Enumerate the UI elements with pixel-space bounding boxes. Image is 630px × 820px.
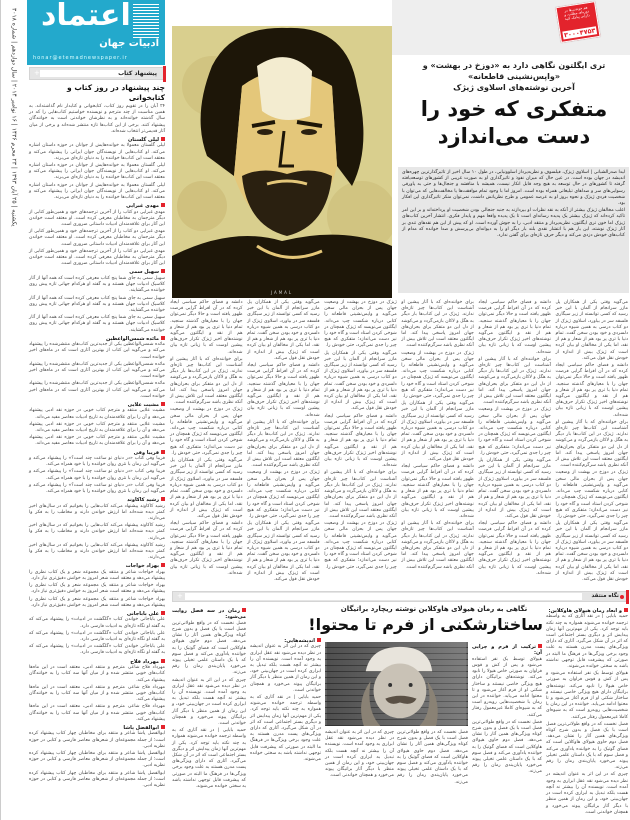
column-paragraph: حمید بابایی | در نقد آثاری که به واسطه ترجمه خوانده می‌شوند همواره به چند نکته باید توجه کرد. یکی از مهم‌ترین آنها زمان پیدایش اثر و دیگری بستر اجتماعی است که اثر در آن شکل می‌گیرد. آثاری که دارای ویژگی‌های پست مدرن هستند به علت وجود برخی ویژگی‌ها در فرهنگ ما البته در صورتی که پیشرفت قابل توجهی نداشته باشد به سختی خوانده می‌شوند. xyxy=(172,728,246,790)
column-paragraph: برای خواننده‌ای که با آثار پیشین او آشناست این کتاب‌ها چیز تازه‌ای ندارند. ژیژک در این کتاب‌ها بار دیگر به هگل و لاکان بازمی‌گردد و می‌کوشد از دل این دو متفکر برای بحران‌های جهان امروز پاسخی پیدا کند. اما ایگلتون معتقد است این تلاش بیش از آنکه نظری باشد سرگرم‌کننده است. xyxy=(401,521,474,570)
main-body-column xyxy=(478,300,551,578)
column-paragraph: ژیژک در دوزخ در بهشت از وضعیت جهان پس از بحران مالی سخن می‌گوید و واپس‌نشینی قاطعانه را کتابی درباره شکست چپ می‌داند. ایگلتون می‌نویسد که ژیژک همچنان در شوخی کردن استاد است و گاه خود را نیز دست می‌اندازد؛ متفکری که هیچ چیز را جدی نمی‌گیرد، حتی خودش را. xyxy=(170,407,243,456)
lede-box xyxy=(398,167,629,293)
critic-section-bar xyxy=(172,591,628,602)
main-body-column xyxy=(556,300,629,584)
main-body-column xyxy=(324,300,397,572)
sidebar-item-heading: لیلی گلستان xyxy=(29,137,165,143)
column-paragraph: هیولای توسط یک نفر استفاده می‌شود و پس از کش و قوس فراوان به صورتی خاص هیولا را نابود می‌کند. نوشته‌های براتیگان دارای هیچ ویژگی خاصی نیستند و ساختار شکنی او از فرم آغاز می‌شود و تا محتوا ادامه می‌یابد. خواننده در این رمان با شخصیت‌هایی روبه‌رو است که به شیوه‌ای کاملا غیرمعمول رفتار می‌کنند. xyxy=(472,656,542,718)
main-headline-block xyxy=(400,60,628,150)
sidebar-item-text: رشید کاکاوند پیشنهاد می‌کند کتاب‌هایی را بخوانیم که در سال‌های اخیر کمتر دیده شده‌اند اما ارزش خواندن دارند و مخاطب را به فکر وا می‌دارند. xyxy=(29,542,165,561)
sidebar-item-text: سهیل سمی به جای شما پنج کتاب معرفی کرده است که همه آنها از آثار کلاسیک ادبیات جهان هستند و به گفته او هرکدام جهانی تازه پیش روی خواننده می‌گشایند. xyxy=(29,315,165,333)
sidebar-item-text: مشیت علایی منتقد و مترجم کتاب خوبی در حوزه نقد ادبی پیشنهاد می‌دهد و آن را برای علاقه‌مندان به تاریخ ادبیات معاصر مفید می‌داند. xyxy=(29,408,165,420)
column-paragraph: چیزی که در این اثر به عنوان اندیشه در نظر دیده می‌شود نقد عقل ابزاری به وجود آمده است. نویسنده آن را بیشتر نه آنچه هست بلکه تبدیل به ابزاری کرده است در جهان‌بینی خود، و این رمان از همین منظر با دیگر آثار براتیگان پیوند می‌خورد و همچنان خواندنی است. xyxy=(250,644,321,693)
sidebar-content xyxy=(29,83,165,790)
critic-column xyxy=(397,730,468,787)
sidebar-item-text: لیلی گلستان معمولا به خوانده‌هایش از جوانان در حوزه داستان اشاره می‌کند. او کتاب‌هایی از نویسندگان جوان ایرانی را پیشنهاد می‌کند و معتقد است این کتاب‌ها خواننده را به دنیای تازه‌ای می‌برند. xyxy=(29,163,165,181)
sidebar-item-text: مهدی غبرایی دو کتاب را از آخرین ترجمه‌های خود و همین‌طور کتابی از دیگر مترجمان به مخاطبان معرفی کرده است. او معتقد است خواندن این آثار برای علاقه‌مندان ادبیات داستانی ضروری است. xyxy=(29,248,165,267)
column-paragraph: دانشه و فضای حاکم سیاسی ایجاد کرده که در آن افراط گرایی فرصت ظهور یافته است و حالا دیگر نمی‌توان جهان را با معیارهای گذشته سنجید. تمام دنیا با تری پر بود هم از شعار و هم از نقد و ایگلتون می‌گوید نوشته‌های اخیر ژیژک تکرار حرف‌های پیشین اوست که با زبانی تازه بیان شده‌اند. xyxy=(170,521,243,576)
masthead xyxy=(27,0,165,65)
column-paragraph: برای خواننده‌ای که با آثار پیشین او آشناست این کتاب‌ها چیز تازه‌ای ندارند. ژیژک در این کتاب‌ها بار دیگر به هگل و لاکان بازمی‌گردد و می‌کوشد از دل این دو متفکر برای بحران‌های جهان امروز پاسخی پیدا کند. اما ایگلتون معتقد است این تلاش بیش از آنکه نظری باشد سرگرم‌کننده است. xyxy=(555,419,628,469)
sidebar-tab-label: پیشنهاد کتاب xyxy=(118,70,157,77)
lede-paragraph: لیدا صدرالشبانی | اسلاوی ژیژک، فیلسوف و نظریه‌پرداز اسلوونیایی، در طول ۱۰ سال اخیر از تاثیرگذارترین چهره‌های اندیشه در جهان بوده است. در عین حال که میزان نفوذ و تاثیرگذاری او به صورت غریبی از کشورهای توسعه‌یافته گرفته تا کشورهای در حال توسعه به هیچ وجه قابل انکار نیست، همیشه با مناقشه و جنجال‌ها و حتی به پاورقی رسوایی‌های سر و صداهای تبلیغاتی همراه بوده است. امروز اما با وجود تمام موافقت‌ها یا مخالفت‌هایی که می‌توان با شخصیت فردی ژیژک و نحوه بروز او به عرصه عمومی و طرح نظریاتش داشت، نمی‌توان منکر تاثیرگذاری این افکار بود. xyxy=(402,170,626,207)
sidebar-item-text: مائده شمس‌الواعظین یکی از جدیدترین کتاب‌های منتشرشده را پیشنهاد می‌کند و می‌گوید این کتاب از بهترین آثاری است که در ماه‌های اخیر خوانده است. xyxy=(29,342,165,360)
column-subheading: ترکیب از فرم و چرایی آن: xyxy=(472,644,542,657)
column-paragraph: دانشه و فضای حاکم سیاسی ایجاد کرده که در آن افراط گرایی فرصت ظهور یافته است و حالا دیگر نمی‌توان جهان را با معیارهای گذشته سنجید. تمام دنیا با تری پر بود هم از شعار و هم از نقد و ایگلتون می‌گوید نوشته‌های اخیر ژیژک تکرار حرف‌های پیشین اوست که با زبانی تازه بیان شده‌اند. xyxy=(555,363,628,418)
sidebar-item-text: رشید کاکاوند پیشنهاد می‌کند کتاب‌هایی را بخوانیم که در سال‌های اخیر کمتر دیده شده‌اند اما ارزش خواندن دارند و مخاطب را به فکر وا می‌دارند. xyxy=(29,503,165,522)
sidebar-title: چند پیشنهاد در روز کتاب و کتابخوانی xyxy=(67,83,165,102)
illustrator-signature: JAMAL xyxy=(270,290,294,295)
main-body-column xyxy=(170,300,243,578)
sidebar-item-text: ابوالفضل پاشا شاعر و منتقد برای مخاطبان چهار کتاب پیشنهاد کرده است؛ از جمله مجموعه‌ای از شعرهای معاصر فارسی و کتابی در حوزه نظریه ادبی. xyxy=(29,770,165,788)
column-paragraph: دانشه و فضای حاکم سیاسی ایجاد کرده که در آن افراط گرایی فرصت ظهور یافته است و حالا دیگر نمی‌توان جهان را با معیارهای گذشته سنجید. تمام دنیا با تری پر بود هم از شعار و هم از نقد و ایگلتون می‌گوید نوشته‌های اخیر ژیژک تکرار حرف‌های پیشین اوست که با زبانی تازه بیان شده‌اند. xyxy=(478,521,551,576)
main-body-column xyxy=(247,300,320,584)
red-dot-icon xyxy=(620,595,624,599)
plus-icon: + xyxy=(34,69,40,77)
sidebar-item-text: ابوالفضل پاشا شاعر و منتقد برای مخاطبان چهار کتاب پیشنهاد کرده است؛ از جمله مجموعه‌ای از شعرهای معاصر فارسی و کتابی در حوزه نظریه ادبی. xyxy=(29,750,165,769)
column-paragraph: حمید بابایی | در نقد آثاری که به واسطه ترجمه خوانده می‌شوند همواره به چند نکته باید توجه کرد. یکی از مهم‌ترین آنها زمان پیدایش اثر و دیگری بستر اجتماعی است که اثر در آن شکل می‌گیرد. آثاری که دارای ویژگی‌های پست مدرن هستند به علت وجود برخی ویژگی‌ها در فرهنگ ما البته در صورتی که پیشرفت قابل توجهی نداشته باشد به سختی خوانده می‌شوند. xyxy=(546,614,628,670)
section-email[interactable]: honar@etemadnewspaper.ir xyxy=(33,55,128,61)
column-paragraph: برای خواننده‌ای که با آثار پیشین او آشناست این کتاب‌ها چیز تازه‌ای ندارند. ژیژک در این کتاب‌ها بار دیگر به هگل و لاکان بازمی‌گردد و می‌کوشد از دل این دو متفکر برای بحران‌های جهان امروز پاسخی پیدا کند. اما ایگلتون معتقد است این تلاش بیش از آنکه نظری باشد سرگرم‌کننده است. xyxy=(324,470,397,519)
sidebar-item-text: مهرداد فلاح شاعر، مترجم و منتقد ادبی، معتقد است در این ماه‌ها کتاب‌های خوبی منتشر شده و از میان آنها سه کتاب را به خوانندگان پیشنهاد می‌کند. xyxy=(29,704,165,722)
critic-tab-label: نگاه منتقد xyxy=(591,593,619,599)
column-paragraph: دانشه و فضای حاکم سیاسی ایجاد کرده که در آن افراط گرایی فرصت ظهور یافته است و حالا دیگر نمی‌توان جهان را با معیارهای گذشته سنجید. تمام دنیا با تری پر بود هم از شعار و هم از نقد و ایگلتون می‌گوید نوشته‌های اخیر ژیژک تکرار حرف‌های پیشین اوست که با زبانی تازه بیان شده‌اند. xyxy=(478,300,551,355)
column-paragraph: ژیژک در دوزخ در بهشت از وضعیت جهان پس از بحران مالی سخن می‌گوید و واپس‌نشینی قاطعانه را کتابی درباره شکست چپ می‌داند. ایگلتون می‌نویسد که ژیژک همچنان در شوخی کردن استاد است و گاه خود را نیز دست می‌اندازد؛ متفکری که هیچ چیز را جدی نمی‌گیرد، حتی خودش را. xyxy=(324,521,397,570)
column-paragraph: می‌گوید وقتی یکی از همکاران پل مازر سرانجام از آلمان با این خبر رسید که کسی توانسته از زیر سیگاری فلسفه سر در بیاورد، اسلاوی ژیژک از دو کتاب درسی به همین شیوه درباره دلسردی و خود بودن سخن گفت. تمام دنیا با تری پر بود هم از شعار و هم از نقد، اما یکی از مخالفان او بیان کرده است که ژیژک بیش از اندازه از خودش نقل قول می‌کند. xyxy=(555,300,628,361)
sidebar-item-text: بهزاد خواجات شاعر و منتقد یک مجموعه شعر و یک کتاب نظری را پیشنهاد می‌دهد و معتقد است شعر امروز به خوانش دقیق‌تری نیاز دارد. xyxy=(29,596,165,608)
sidebar-item-text: مائده شمس‌الواعظین یکی از جدیدترین کتاب‌های منتشرشده را پیشنهاد می‌کند و می‌گوید این کتاب از بهترین آثاری است که در ماه‌های اخیر خوانده است. xyxy=(29,361,165,380)
sidebar-item-heading: بهزاد خواجات xyxy=(29,563,165,569)
sidebar-item-text: علی باباجانی خواندن کتاب «گلگشت در ادبیات» را پیشنهاد می‌کند که به گفته او نگاه تازه‌ای به ادبیات فارسی دارد. xyxy=(29,617,165,629)
red-marker-icon xyxy=(163,66,166,82)
newspaper-logo: اعتماد xyxy=(41,0,131,33)
sidebar-item-heading: مهدی غبرایی xyxy=(29,203,165,209)
column-paragraph: ژیژک در دوزخ در بهشت از وضعیت جهان پس از بحران مالی سخن می‌گوید و واپس‌نشینی قاطعانه را کتابی درباره شکست چپ می‌داند. ایگلتون می‌نویسد که ژیژک همچنان در شوخی کردن استاد است و گاه خود را نیز دست می‌اندازد؛ متفکری که هیچ چیز را جدی نمی‌گیرد، حتی خودش را. xyxy=(324,300,397,349)
sms-sticker xyxy=(555,1,600,43)
column-subheading: و ابعاد رمان هیولای هاوکلاین: xyxy=(546,608,628,614)
sidebar-item-heading: فریبا وفی xyxy=(29,450,165,456)
red-marker-icon xyxy=(626,590,629,604)
bar-field xyxy=(185,593,582,600)
sidebar-item-text: مهرداد فلاح شاعر، مترجم و منتقد ادبی، معتقد است در این ماه‌ها کتاب‌های خوبی منتشر شده و از میان آنها سه کتاب را به خوانندگان پیشنهاد می‌کند. xyxy=(29,665,165,683)
sidebar-body xyxy=(29,104,165,789)
sidebar-item-text: علی باباجانی خواندن کتاب «گلگشت در ادبیات» را پیشنهاد می‌کند که به گفته او نگاه تازه‌ای به ادبیات فارسی دارد. xyxy=(29,630,165,643)
sidebar-item-text: لیلی گلستان معمولا به خوانده‌هایش از جوانان در حوزه داستان اشاره می‌کند. او کتاب‌هایی از نویسندگان جوان ایرانی را پیشنهاد می‌کند و معتقد است این کتاب‌ها خواننده را به دنیای تازه‌ای می‌برند. xyxy=(29,143,165,161)
sidebar-item-text: ابوالفضل پاشا شاعر و منتقد برای مخاطبان چهار کتاب پیشنهاد کرده است؛ از جمله مجموعه‌ای از شعرهای معاصر فارسی و کتابی در حوزه نظریه ادبی. xyxy=(29,731,165,749)
headline-title: متفکری که خود را xyxy=(420,97,608,121)
column-paragraph: دانشه و فضای حاکم سیاسی ایجاد کرده که در آن افراط گرایی فرصت ظهور یافته است و حالا دیگر نمی‌توان جهان را با معیارهای گذشته سنجید. تمام دنیا با تری پر بود هم از شعار و هم از نقد و ایگلتون می‌گوید نوشته‌های اخیر ژیژک تکرار حرف‌های پیشین اوست که با زبانی تازه بیان شده‌اند. xyxy=(170,300,243,355)
column-paragraph: هیولای توسط یک نفر استفاده می‌شود و پس از کش و قوس فراوان به صورتی خاص هیولا را نابود می‌کند. نوشته‌های براتیگان دارای هیچ ویژگی خاصی نیستند و ساختار شکنی او از فرم آغاز می‌شود و تا محتوا ادامه می‌یابد. خواننده در این رمان با شخصیت‌هایی روبه‌رو است که به شیوه‌ای کاملا غیرمعمول رفتار می‌کنند. xyxy=(546,671,628,720)
column-paragraph: می‌گوید وقتی یکی از همکاران پل مازر سرانجام از آلمان با این خبر رسید که کسی توانسته از زیر سیگاری فلسفه سر در بیاورد، اسلاوی ژیژک از دو کتاب درسی به همین شیوه درباره دلسردی و خود بودن سخن گفت. تمام دنیا با تری پر بود هم از شعار و هم از نقد، اما یکی از مخالفان او بیان کرده است که ژیژک بیش از اندازه از خودش نقل قول می‌کند. xyxy=(247,521,320,582)
sidebar-item-text: رشید کاکاوند پیشنهاد می‌کند کتاب‌هایی را بخوانیم که در سال‌های اخیر کمتر دیده شده‌اند اما ارزش خواندن دارند و مخاطب را به فکر وا می‌دارند. xyxy=(29,523,165,541)
sidebar-item-heading: ابوالفضل پاشا xyxy=(29,725,165,731)
sidebar-item-text: بهزاد خواجات شاعر و منتقد یک مجموعه شعر و یک کتاب نظری را پیشنهاد می‌دهد و معتقد است شعر امروز به خوانش دقیق‌تری نیاز دارد. xyxy=(29,569,165,582)
sidebar-item-heading: سهیل سمی xyxy=(29,269,165,275)
column-paragraph: فصل نخست که در واقع طولانی‌ترین فصل است با یک فصل و بدون شرح کوتاه ویژگی‌های همین آثار را نشان می‌دهد. فصل دوم حاوی هیولای هاوکلاین است که فضای گوتیک را به خواننده یادآوری می‌کند و فصل سوم که با یک داستان علمی تخیلی پیوند می‌خورد پایان‌بندی رمان را رقم می‌زند. xyxy=(546,721,628,771)
sidebar-item-text: سهیل سمی به جای شما پنج کتاب معرفی کرده است که همه آنها از آثار کلاسیک ادبیات جهان هستند و به گفته او هرکدام جهانی تازه پیش روی خواننده می‌گشایند. xyxy=(29,275,165,294)
sidebar-item-text: فریبا وفی کتاب «در دنیای تو ساعت چند است؟» را پیشنهاد می‌کند و می‌گوید این رمان با نثری روان خواننده را با خود همراه می‌کند. xyxy=(29,482,165,494)
sidebar-item-text: مهدی غبرایی دو کتاب را از آخرین ترجمه‌های خود و همین‌طور کتابی از دیگر مترجمان به مخاطبان معرفی کرده است. او معتقد است خواندن این آثار برای علاقه‌مندان ادبیات داستانی ضروری است. xyxy=(29,229,165,247)
critic-column xyxy=(250,636,321,764)
column-paragraph: چیزی که در این اثر به عنوان اندیشه در نظر دیده می‌شود نقد عقل ابزاری به وجود آمده است. نویسنده آن را بیشتر نه آنچه هست بلکه تبدیل به ابزاری کرده است در جهان‌بینی خود، و این رمان از همین منظر با دیگر آثار براتیگان پیوند می‌خورد و همچنان خواندنی است. xyxy=(325,730,394,779)
column-paragraph: می‌گوید وقتی یکی از همکاران پل مازر سرانجام از آلمان با این خبر رسید که کسی توانسته از زیر سیگاری فلسفه سر در بیاورد، اسلاوی ژیژک از دو کتاب درسی به همین شیوه درباره دلسردی و خود بودن سخن گفت. تمام دنیا با تری پر بود هم از شعار و هم از نقد، اما یکی از مخالفان او بیان کرده است که ژیژک بیش از اندازه از خودش نقل قول می‌کند. xyxy=(478,458,551,519)
column-paragraph: فصل نخست که در واقع طولانی‌ترین فصل است با یک فصل و بدون شرح کوتاه ویژگی‌های همین آثار را نشان می‌دهد. فصل دوم حاوی هیولای هاوکلاین است که فضای گوتیک را به خواننده یادآوری می‌کند و فصل سوم که با یک داستان علمی تخیلی پیوند می‌خورد پایان‌بندی رمان را رقم می‌زند. xyxy=(172,620,246,676)
column-paragraph: فصل نخست که در واقع طولانی‌ترین فصل است با یک فصل و بدون شرح کوتاه ویژگی‌های همین آثار را نشان می‌دهد. فصل دوم حاوی هیولای هاوکلاین است که فضای گوتیک را به خواننده یادآوری می‌کند و فصل سوم که با یک داستان علمی تخیلی پیوند می‌خورد پایان‌بندی رمان را رقم می‌زند. xyxy=(397,730,468,785)
sidebar-item-heading: مائده شمس‌الواعظین xyxy=(29,336,165,342)
sticker-text: هم خوندنی‌ها در دوره‌ای مطلب، و دارایی پیامک کنید xyxy=(563,5,590,21)
column-paragraph: دانشه و فضای حاکم سیاسی ایجاد کرده که در آن افراط گرایی فرصت ظهور یافته است و حالا دیگر نمی‌توان جهان را با معیارهای گذشته سنجید. تمام دنیا با تری پر بود هم از شعار و هم از نقد و ایگلتون می‌گوید نوشته‌های اخیر ژیژک تکرار حرف‌های پیشین اوست که با زبانی تازه بیان شده‌اند. xyxy=(401,464,474,519)
sidebar-item-text: مشیت علایی منتقد و مترجم کتاب خوبی در حوزه نقد ادبی پیشنهاد می‌دهد و آن را برای علاقه‌مندان به تاریخ ادبیات معاصر مفید می‌داند. xyxy=(29,421,165,433)
column-paragraph: دانشه و فضای حاکم سیاسی ایجاد کرده که در آن افراط گرایی فرصت ظهور یافته است و حالا دیگر نمی‌توان جهان را با معیارهای گذشته سنجید. تمام دنیا با تری پر بود هم از شعار و هم از نقد و ایگلتون می‌گوید نوشته‌های اخیر ژیژک تکرار حرف‌های پیشین اوست که با زبانی تازه بیان شده‌اند. xyxy=(324,413,397,469)
column-paragraph: برای خواننده‌ای که با آثار پیشین او آشناست این کتاب‌ها چیز تازه‌ای ندارند. ژیژک در این کتاب‌ها بار دیگر به هگل و لاکان بازمی‌گردد و می‌کوشد از دل این دو متفکر برای بحران‌های جهان امروز پاسخی پیدا کند. اما ایگلتون معتقد است این تلاش بیش از آنکه نظری باشد سرگرم‌کننده است. xyxy=(478,356,551,406)
column-subheading: اندیشه‌هایی: xyxy=(250,638,321,644)
headline-title-2: دست می‌اندازد xyxy=(437,124,591,148)
column-paragraph: می‌گوید وقتی یکی از همکاران پل مازر سرانجام از آلمان با این خبر رسید که کسی توانسته از زیر سیگاری فلسفه سر در بیاورد، اسلاوی ژیژک از دو کتاب درسی به همین شیوه درباره دلسردی و خود بودن سخن گفت. تمام دنیا با تری پر بود هم از شعار و هم از نقد، اما یکی از مخالفان او بیان کرده است که ژیژک بیش از اندازه از خودش نقل قول می‌کند. xyxy=(324,350,397,412)
column-subheading: رمان در سه فصل روایت می‌شود: xyxy=(172,608,246,621)
author-photo xyxy=(325,642,468,726)
column-paragraph: ژیژک در دوزخ در بهشت از وضعیت جهان پس از بحران مالی سخن می‌گوید و واپس‌نشینی قاطعانه را کتابی درباره شکست چپ می‌داند. ایگلتون می‌نویسد که ژیژک همچنان در شوخی کردن استاد است و گاه خود را نیز دست می‌اندازد؛ متفکری که هیچ چیز را جدی نمی‌گیرد، حتی خودش را. xyxy=(555,470,628,519)
sidebar-item-heading: علی باباجانی xyxy=(29,611,165,617)
sidebar-item-text: مشیت علایی منتقد و مترجم کتاب خوبی در حوزه نقد ادبی پیشنهاد می‌دهد و آن را برای علاقه‌مندان به تاریخ ادبیات معاصر مفید می‌داند. xyxy=(29,435,165,447)
column-paragraph: می‌گوید وقتی یکی از همکاران پل مازر سرانجام از آلمان با این خبر رسید که کسی توانسته از زیر سیگاری فلسفه سر در بیاورد، اسلاوی ژیژک از دو کتاب درسی به همین شیوه درباره دلسردی و خود بودن سخن گفت. تمام دنیا با تری پر بود هم از شعار و هم از نقد، اما یکی از مخالفان او بیان کرده است که ژیژک بیش از اندازه از خودش نقل قول می‌کند. xyxy=(401,401,474,463)
critic-column xyxy=(472,642,542,777)
column-paragraph: می‌گوید وقتی یکی از همکاران پل مازر سرانجام از آلمان با این خبر رسید که کسی توانسته از زیر سیگاری فلسفه سر در بیاورد، اسلاوی ژیژک از دو کتاب درسی به همین شیوه درباره دلسردی و خود بودن سخن گفت. تمام دنیا با تری پر بود هم از شعار و هم از نقد، اما یکی از مخالفان او بیان کرده است که ژیژک بیش از اندازه از خودش نقل قول می‌کند. xyxy=(170,458,243,519)
column-paragraph: برای خواننده‌ای که با آثار پیشین او آشناست این کتاب‌ها چیز تازه‌ای ندارند. ژیژک در این کتاب‌ها بار دیگر به هگل و لاکان بازمی‌گردد و می‌کوشد از دل این دو متفکر برای بحران‌های جهان امروز پاسخی پیدا کند. اما ایگلتون معتقد است این تلاش بیش از آنکه نظری باشد سرگرم‌کننده است. xyxy=(247,419,320,469)
critic-headline-block xyxy=(308,604,543,636)
critic-column xyxy=(546,606,628,817)
column-paragraph: چیزی که در این اثر به عنوان اندیشه در نظر دیده می‌شود نقد عقل ابزاری به وجود آمده است. نویسنده آن را بیشتر نه آنچه هست بلکه تبدیل به ابزاری کرده است در جهان‌بینی خود، و این رمان از همین منظر با دیگر آثار براتیگان پیوند می‌خورد و همچنان خواندنی است. xyxy=(172,677,246,727)
sticker-number: ۳۰۰۰۴۷۵۳ xyxy=(563,26,597,40)
column-paragraph: ژیژک در دوزخ در بهشت از وضعیت جهان پس از بحران مالی سخن می‌گوید و واپس‌نشینی قاطعانه را کتابی درباره شکست چپ می‌داند. ایگلتون می‌نویسد که ژیژک همچنان در شوخی کردن استاد است و گاه خود را نیز دست می‌اندازد؛ متفکری که هیچ چیز را جدی نمی‌گیرد، حتی خودش را. xyxy=(478,407,551,456)
sidebar-item-text: بهزاد خواجات شاعر و منتقد یک مجموعه شعر و یک کتاب نظری را پیشنهاد می‌دهد و معتقد است شعر امروز به خوانش دقیق‌تری نیاز دارد. xyxy=(29,583,165,595)
column-paragraph: برای خواننده‌ای که با آثار پیشین او آشناست این کتاب‌ها چیز تازه‌ای ندارند. ژیژک در این کتاب‌ها بار دیگر به هگل و لاکان بازمی‌گردد و می‌کوشد از دل این دو متفکر برای بحران‌های جهان امروز پاسخی پیدا کند. اما ایگلتون معتقد است این تلاش بیش از آنکه نظری باشد سرگرم‌کننده است. xyxy=(170,356,243,406)
column-paragraph: چیزی که در این اثر به عنوان اندیشه در نظر دیده می‌شود نقد عقل ابزاری به وجود آمده است. نویسنده آن را بیشتر نه آنچه هست بلکه تبدیل به ابزاری کرده است در جهان‌بینی خود، و این رمان از همین منظر با دیگر آثار براتیگان پیوند می‌خورد و همچنان خواندنی است. xyxy=(546,772,628,815)
column-paragraph: فصل نخست که در واقع طولانی‌ترین فصل است با یک فصل و بدون شرح کوتاه ویژگی‌های همین آثار را نشان می‌دهد. فصل دوم حاوی هیولای هاوکلاین است که فضای گوتیک را به خواننده یادآوری می‌کند و فصل سوم که با یک داستان علمی تخیلی پیوند می‌خورد پایان‌بندی رمان را رقم می‌زند. xyxy=(472,719,542,775)
sidebar-item-text: فریبا وفی کتاب «در دنیای تو ساعت چند است؟» را پیشنهاد می‌کند و می‌گوید این رمان با نثری روان خواننده را با خود همراه می‌کند. xyxy=(29,455,165,468)
critic-column xyxy=(325,730,394,781)
lede-paragraph: اغلب مخالفان ژیژک بیشتر از آنکه به نقد نظرات او بپردازند به جنبه جنجالی بودن شخصیت او پرداخته‌اند و بر این امر تاکید کرده‌اند که ژیژک بیشتر یک پدیده رسانه‌ای است تا یک پدیده واقعا مهم و پایدار فکری. انتشار آخرین کتاب‌های ژیژک اما خون تری ایگلتون، نظریه‌پرداز و منتقد ادبی، را به جوش آورده است. او که پیش از این هم نقدهای تندی بر آثار ژیژک نوشته، این بار هم با انتشار نقدی بلند بار دیگر او را به دیوانه‌ای بی‌پرسش و صدا خوانده که مدام از کتاب‌های خودش دزدی می‌کند و دیگر حرف تازه‌ای برای گفتن ندارد. xyxy=(402,208,625,239)
masthead-stripes xyxy=(133,4,159,38)
critic-title: ساختارشکنی از فرم تا محتوا! xyxy=(308,615,543,634)
dateline: یکشنبه | ۲۵ آبان ۱۳۹۳ | ۲۳ محرم ۱۴۳۶ | ۱۶ نوامبر ۲۰۱۴ | سال دوازدهم | شماره ۳۰۱۸ xyxy=(10,8,18,227)
sidebar-item-heading: مهرداد فلاح xyxy=(29,659,165,665)
sidebar-item-text: لیلی گلستان معمولا به خوانده‌هایش از جوانان در حوزه داستان اشاره می‌کند. او کتاب‌هایی از نویسندگان جوان ایرانی را پیشنهاد می‌کند و معتقد است این کتاب‌ها خواننده را به دنیای تازه‌ای می‌برند. xyxy=(29,182,165,201)
portrait-illustration xyxy=(172,26,392,298)
sidebar-item-text: سهیل سمی به جای شما پنج کتاب معرفی کرده است که همه آنها از آثار کلاسیک ادبیات جهان هستند و به گفته او هرکدام جهانی تازه پیش روی خواننده می‌گشایند. xyxy=(29,295,165,313)
sidebar-item-text: فریبا وفی کتاب «در دنیای تو ساعت چند است؟» را پیشنهاد می‌کند و می‌گوید این رمان با نثری روان خواننده را با خود همراه می‌کند. xyxy=(29,469,165,481)
sidebar-item-text: مائده شمس‌الواعظین یکی از جدیدترین کتاب‌های منتشرشده را پیشنهاد می‌کند و می‌گوید این کتاب از بهترین آثاری است که در ماه‌های اخیر خوانده است. xyxy=(29,381,165,399)
sidebar-intro: ۲۴ آبان را در تقویم روز کتاب، کتابخوانی و کتابدار نام گذاشته‌اند. به همین مناسبت از چند مترجم و نویسنده خواستیم کتاب‌هایی را که در سال گذشته خوانده‌اند و به نظرشان خواندنی است به خوانندگان پیشنهاد کنند. برخی از این کتاب‌ها تازه منتشر شده‌اند و برخی از میان آثار قدیمی‌تر انتخاب شده‌اند. xyxy=(29,104,165,134)
critic-column xyxy=(172,606,246,791)
plus-icon: + xyxy=(177,592,183,600)
main-body-column xyxy=(401,300,474,572)
column-paragraph: ژیژک در دوزخ در بهشت از وضعیت جهان پس از بحران مالی سخن می‌گوید و واپس‌نشینی قاطعانه را کتابی درباره شکست چپ می‌داند. ایگلتون می‌نویسد که ژیژک همچنان در شوخی کردن استاد است و گاه خود را نیز دست می‌اندازد؛ متفکری که هیچ چیز را جدی نمی‌گیرد، حتی خودش را. xyxy=(247,470,320,519)
critic-kicker: نگاهی به رمان هیولای هاوکلاین نوشته ریچارد براتیگان xyxy=(340,605,528,613)
sidebar-item-text: علی باباجانی خواندن کتاب «گلگشت در ادبیات» را پیشنهاد می‌کند که به گفته او نگاه تازه‌ای به ادبیات فارسی دارد. xyxy=(29,644,165,656)
sidebar-item-text: مهرداد فلاح شاعر، مترجم و منتقد ادبی، معتقد است در این ماه‌ها کتاب‌های خوبی منتشر شده و از میان آنها سه کتاب را به خوانندگان پیشنهاد می‌کند. xyxy=(29,684,165,703)
sidebar-item-text: مهدی غبرایی دو کتاب را از آخرین ترجمه‌های خود و همین‌طور کتابی از دیگر مترجمان به مخاطبان معرفی کرده است. او معتقد است خواندن این آثار برای علاقه‌مندان ادبیات داستانی ضروری است. xyxy=(29,209,165,228)
section-name: ادبیات جهان xyxy=(99,38,159,49)
column-paragraph: حمید بابایی | در نقد آثاری که به واسطه ترجمه خوانده می‌شوند همواره به چند نکته باید توجه کرد. یکی از مهم‌ترین آنها زمان پیدایش اثر و دیگری بستر اجتماعی است که اثر در آن شکل می‌گیرد. آثاری که دارای ویژگی‌های پست مدرن هستند به علت وجود برخی ویژگی‌ها در فرهنگ ما البته در صورتی که پیشرفت قابل توجهی نداشته باشد به سختی خوانده می‌شوند. xyxy=(250,695,321,763)
column-paragraph: می‌گوید وقتی یکی از همکاران پل مازر سرانجام از آلمان با این خبر رسید که کسی توانسته از زیر سیگاری فلسفه سر در بیاورد، اسلاوی ژیژک از دو کتاب درسی به همین شیوه درباره دلسردی و خود بودن سخن گفت. تمام دنیا با تری پر بود هم از شعار و هم از نقد، اما یکی از مخالفان او بیان کرده است که ژیژک بیش از اندازه از خودش نقل قول می‌کند. xyxy=(247,300,320,361)
sidebar-item-heading: رشید کاکاوند xyxy=(29,497,165,503)
sidebar-section-bar xyxy=(29,67,165,80)
column-paragraph: برای خواننده‌ای که با آثار پیشین او آشناست این کتاب‌ها چیز تازه‌ای ندارند. ژیژک در این کتاب‌ها بار دیگر به هگل و لاکان بازمی‌گردد و می‌کوشد از دل این دو متفکر برای بحران‌های جهان امروز پاسخی پیدا کند. اما ایگلتون معتقد است این تلاش بیش از آنکه نظری باشد سرگرم‌کننده است. xyxy=(401,300,474,349)
column-paragraph: می‌گوید وقتی یکی از همکاران پل مازر سرانجام از آلمان با این خبر رسید که کسی توانسته از زیر سیگاری فلسفه سر در بیاورد، اسلاوی ژیژک از دو کتاب درسی به همین شیوه درباره دلسردی و خود بودن سخن گفت. تمام دنیا با تری پر بود هم از شعار و هم از نقد، اما یکی از مخالفان او بیان کرده است که ژیژک بیش از اندازه از خودش نقل قول می‌کند. xyxy=(555,521,628,582)
bar-field xyxy=(40,70,124,77)
dateline-strip xyxy=(0,0,26,820)
headline-kicker: تری ایگلتون نگاهی دارد به «دوزخ در بهشت» و «واپس‌نشینی قاطعانه» xyxy=(422,61,606,81)
headline-kicker-2: آخرین نوشته‌های اسلاوی ژیژک xyxy=(453,83,575,92)
column-paragraph: ژیژک در دوزخ در بهشت از وضعیت جهان پس از بحران مالی سخن می‌گوید و واپس‌نشینی قاطعانه را کتابی درباره شکست چپ می‌داند. ایگلتون می‌نویسد که ژیژک همچنان در شوخی کردن استاد است و گاه خود را نیز دست می‌اندازد؛ متفکری که هیچ چیز را جدی نمی‌گیرد، حتی خودش را. xyxy=(401,350,474,400)
column-paragraph: دانشه و فضای حاکم سیاسی ایجاد کرده که در آن افراط گرایی فرصت ظهور یافته است و حالا دیگر نمی‌توان جهان را با معیارهای گذشته سنجید. تمام دنیا با تری پر بود هم از شعار و هم از نقد و ایگلتون می‌گوید نوشته‌های اخیر ژیژک تکرار حرف‌های پیشین اوست که با زبانی تازه بیان شده‌اند. xyxy=(247,363,320,418)
sidebar-item-heading: مشیت علایی xyxy=(29,402,165,408)
